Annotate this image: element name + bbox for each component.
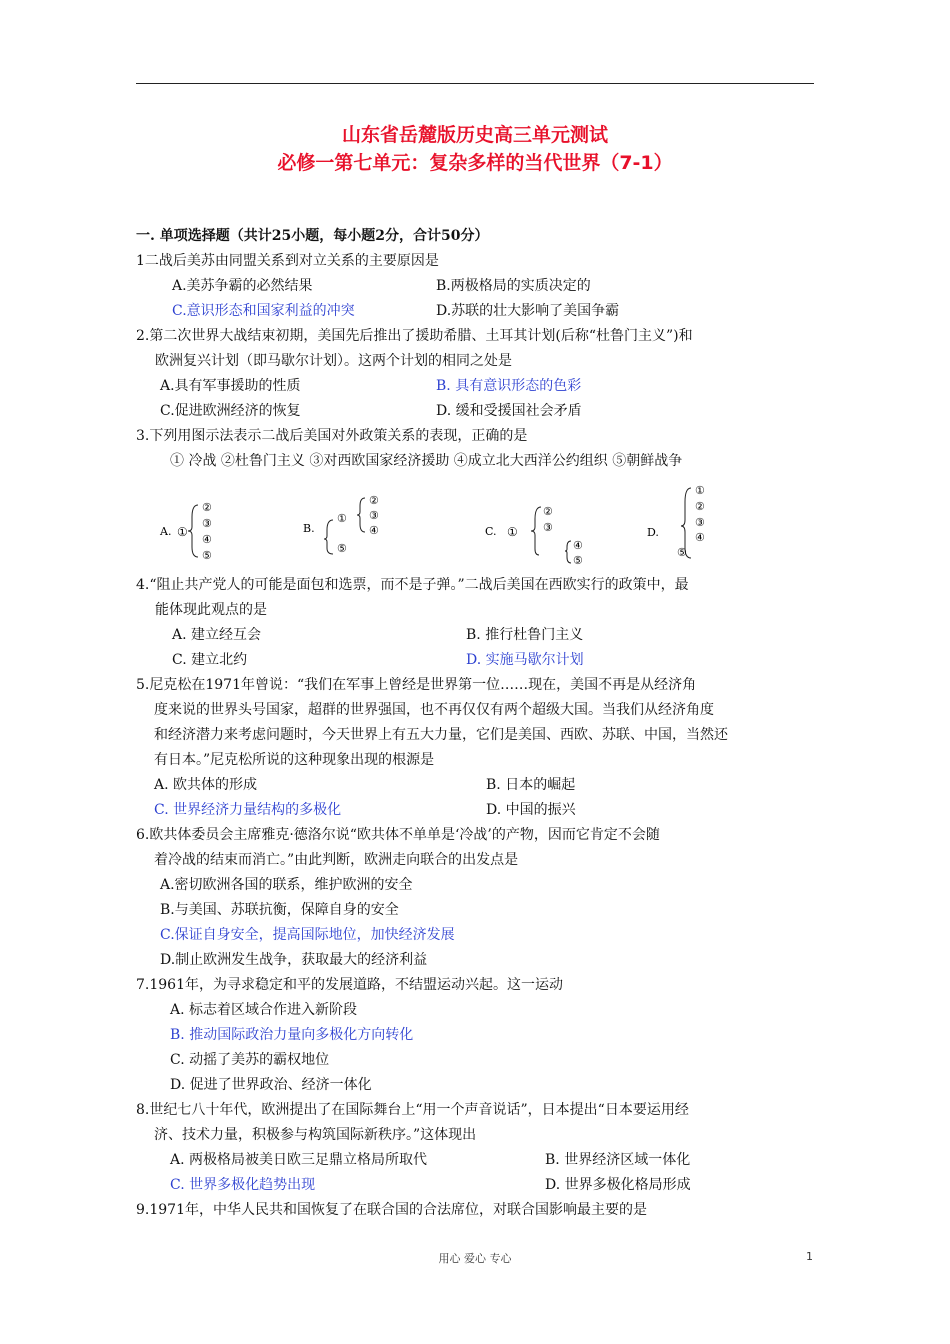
q9-stem: 9.1971年，中华人民共和国恢复了在联合国的合法席位，对联合国影响最主要的是	[136, 1202, 647, 1218]
diagram-d-child: ④	[695, 531, 705, 544]
diagram-c-sub: ④	[573, 539, 583, 552]
q6-option-a: A.密切欧洲各国的联系，维护欧洲的安全	[160, 877, 413, 893]
q4-stem-line1: 4.“阻止共产党人的可能是面包和选票，而不是子弹。”二战后美国在西欧实行的政策中，最	[136, 577, 689, 593]
diagram-c-child: ③	[543, 521, 553, 534]
diagram-d-child: ⑤	[677, 546, 687, 559]
q7-option-d: D. 促进了世界政治、经济一体化	[170, 1077, 372, 1093]
doc-subtitle: 必修一第七单元：复杂多样的当代世界（7-1）	[277, 152, 673, 174]
diagram-a-child: ④	[202, 533, 212, 546]
q7-stem: 7.1961年，为寻求稳定和平的发展道路，不结盟运动兴起。这一运动	[136, 977, 563, 993]
diagram-a-child: ⑤	[202, 549, 212, 562]
page-number: 1	[806, 1250, 813, 1263]
q1-option-d: D.苏联的壮大影响了美国争霸	[436, 303, 620, 319]
diagram-c-brace	[531, 507, 541, 555]
q3-diagram-c	[485, 497, 595, 567]
diagram-b-outer-brace	[324, 520, 333, 554]
diagram-b-inner-brace	[357, 498, 365, 532]
q4-option-c: C. 建立北约	[172, 652, 248, 668]
q8-stem-line2: 济、技术力量，积极参与构筑国际新秩序。”这体现出	[154, 1127, 477, 1143]
q4-option-b: B. 推行杜鲁门主义	[466, 627, 584, 643]
q6-stem-line2: 着冷战的结束而消亡。”由此判断，欧洲走向联合的出发点是	[154, 852, 519, 868]
page-footer: 用心 爱心 专心	[438, 1252, 512, 1265]
diagram-a-root: ①	[177, 525, 188, 539]
diagram-c-label: C.	[485, 525, 497, 538]
q3-diagram-d	[647, 480, 727, 560]
diagram-b-child: ②	[369, 494, 379, 507]
diagram-c-root: ①	[507, 525, 518, 539]
diagram-b-label: B.	[303, 522, 315, 535]
q5-option-d: D. 中国的振兴	[486, 802, 576, 818]
diagram-b-extra: ⑤	[337, 542, 347, 555]
q5-stem-line1: 5.尼克松在1971年曾说：“我们在军事上曾经是世界第一位……现在，美国不再是从经济角	[136, 677, 697, 693]
q5-option-c: C. 世界经济力量结构的多极化	[154, 802, 342, 818]
diagram-b-child: ③	[369, 509, 379, 522]
q2-stem-line2: 欧洲复兴计划（即马歇尔计划）。这两个计划的相同之处是	[155, 353, 512, 369]
q8-stem-line1: 8.世纪七八十年代，欧洲提出了在国际舞台上“用一个声音说话”，日本提出“日本要运用经	[136, 1102, 689, 1118]
diagram-a-brace	[188, 505, 198, 557]
q6-option-c: C.保证自身安全，提高国际地位，加快经济发展	[160, 927, 455, 943]
q4-option-a: A. 建立经互会	[172, 627, 262, 643]
diagram-c-child: ②	[543, 505, 553, 518]
q1-option-c: C.意识形态和国家利益的冲突	[172, 303, 355, 319]
diagram-b-child: ④	[369, 524, 379, 537]
diagram-a-child: ③	[202, 517, 212, 530]
q1-option-a: A.美苏争霸的必然结果	[172, 278, 313, 294]
q5-option-a: A. 欧共体的形成	[154, 777, 258, 793]
q7-option-b: B. 推动国际政治力量向多极化方向转化	[170, 1027, 414, 1043]
q2-option-c: C.促进欧洲经济的恢复	[160, 403, 301, 419]
diagram-c-sub: ⑤	[573, 554, 583, 567]
doc-title: 山东省岳麓版历史高三单元测试	[341, 124, 608, 146]
diagram-c-sub-brace	[565, 541, 571, 563]
q2-stem-line1: 2.第二次世界大战结束初期，美国先后推出了援助希腊、土耳其计划(后称“杜鲁门主义”)和	[136, 328, 693, 344]
q8-option-c: C. 世界多极化趋势出现	[170, 1177, 316, 1193]
q2-option-a: A.具有军事援助的性质	[160, 378, 301, 394]
diagram-d-label: D.	[647, 526, 659, 539]
header-rule	[136, 83, 814, 84]
q7-option-c: C. 动摇了美苏的霸权地位	[170, 1052, 330, 1068]
q8-option-b: B. 世界经济区域一体化	[545, 1152, 691, 1168]
q2-option-d: D. 缓和受援国社会矛盾	[436, 403, 582, 419]
diagram-b-root: ①	[337, 512, 347, 525]
q3-diagram-a	[160, 495, 250, 563]
q4-stem-line2: 能体现此观点的是	[155, 602, 267, 618]
q1-stem: 1二战后美苏由同盟关系到对立关系的主要原因是	[136, 253, 439, 269]
q2-option-b: B. 具有意识形态的色彩	[436, 378, 582, 394]
diagram-d-child: ②	[695, 500, 705, 513]
section-heading: 一. 单项选择题（共计25小题，每小题2分，合计50分）	[136, 228, 489, 244]
q6-option-d: D.制止欧洲发生战争，获取最大的经济利益	[160, 952, 428, 968]
diagram-a-label: A.	[160, 525, 172, 538]
q6-option-b: B.与美国、苏联抗衡，保障自身的安全	[160, 902, 399, 918]
diagram-d-child: ①	[695, 484, 705, 497]
q3-stem: 3.下列用图示法表示二战后美国对外政策关系的表现，正确的是	[136, 428, 528, 444]
q5-stem-line2: 度来说的世界头号国家，超群的世界强国，也不再仅仅有两个超级大国。当我们从经济角度	[154, 702, 714, 718]
q5-stem-line3: 和经济潜力来考虑问题时，今天世界上有五大力量，它们是美国、西欧、苏联、中国，当然还	[154, 727, 728, 743]
q1-option-b: B.两极格局的实质决定的	[436, 278, 591, 294]
q6-stem-line1: 6.欧共体委员会主席雅克·德洛尔说“欧共体不单单是‘冷战’的产物，因而它肯定不会随	[136, 827, 660, 843]
q3-diagram-b	[303, 492, 403, 554]
q7-option-a: A. 标志着区域合作进入新阶段	[170, 1002, 358, 1018]
q4-option-d: D. 实施马歇尔计划	[466, 652, 584, 668]
q5-stem-line4: 有日本。”尼克松所说的这种现象出现的根源是	[154, 752, 435, 768]
diagram-a-child: ②	[202, 501, 212, 514]
q5-option-b: B. 日本的崛起	[486, 777, 576, 793]
q8-option-d: D. 世界多极化格局形成	[545, 1177, 691, 1193]
q3-items: ① 冷战 ②杜鲁门主义 ③对西欧国家经济援助 ④成立北大西洋公约组织 ⑤朝鲜战争	[170, 453, 683, 469]
diagram-d-child: ③	[695, 516, 705, 529]
q8-option-a: A. 两极格局被美日欧三足鼎立格局所取代	[170, 1152, 428, 1168]
